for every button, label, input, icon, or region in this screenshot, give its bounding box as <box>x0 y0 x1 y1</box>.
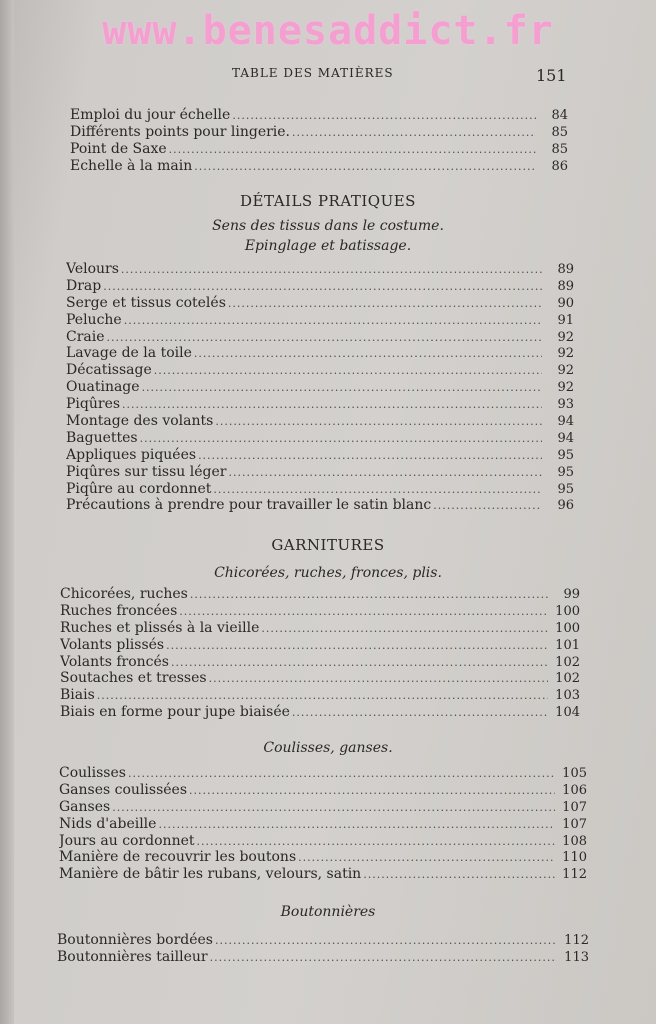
dot-leader <box>195 835 556 848</box>
dot-leader <box>213 415 542 428</box>
dot-leader <box>177 605 548 618</box>
dot-leader <box>187 784 555 797</box>
toc-entry-label: Drap <box>66 277 102 294</box>
toc-entry <box>59 782 587 799</box>
toc-entry-page: 89 <box>557 262 574 277</box>
toc-entry-page: 85 <box>551 124 568 140</box>
toc-entry-label: Nids d'abeille <box>59 815 157 832</box>
dot-leader <box>207 672 548 685</box>
dot-leader <box>290 706 548 719</box>
toc-entry-label: Précautions à prendre pour travailler le satin blanc <box>66 497 432 514</box>
toc-entry-page: 95 <box>557 447 574 463</box>
toc-entry-label: Emploi du jour échelle <box>70 107 231 123</box>
toc-list-garnitures <box>60 586 580 721</box>
dot-leader <box>101 280 542 293</box>
dot-leader <box>122 314 542 327</box>
dot-leader <box>361 868 555 881</box>
toc-entry-label: Boutonnières bordées <box>57 932 213 948</box>
toc-entry-label: Décatissage <box>66 362 152 379</box>
toc-entry <box>60 687 580 704</box>
toc-entry-page: 94 <box>557 430 574 446</box>
toc-entry-label: Echelle à la main <box>70 157 193 174</box>
toc-entry <box>70 141 568 158</box>
toc-list-boutonnieres <box>57 932 589 966</box>
toc-entry-page: 112 <box>562 867 587 883</box>
dot-leader <box>226 297 542 310</box>
toc-entry <box>60 670 580 687</box>
toc-entry <box>66 464 574 481</box>
section-subtitle-sens-des-tissus: Sens des tissus dans le costume. <box>212 218 444 234</box>
toc-entry-label: Manière de recouvrir les boutons <box>59 849 297 866</box>
toc-entry-label: Montage des volants <box>66 413 214 430</box>
toc-entry <box>66 481 574 498</box>
toc-entry-page: 102 <box>555 671 580 687</box>
toc-entry-label: Biais <box>60 687 95 704</box>
toc-entry <box>60 654 580 671</box>
toc-entry-page: 94 <box>557 414 574 430</box>
toc-entry-label: Ouatinage <box>66 379 140 396</box>
toc-entry-label: Boutonnières tailleur <box>57 948 208 965</box>
section-subtitle-chicorees: Chicorées, ruches, fronces, plis. <box>214 565 442 581</box>
toc-entry <box>60 704 580 721</box>
toc-entry <box>59 816 587 833</box>
dot-leader <box>296 851 555 864</box>
toc-entry <box>66 497 574 514</box>
toc-entry-page: 92 <box>557 346 574 362</box>
toc-entry-page: 103 <box>555 688 580 704</box>
section-subtitle-boutonnieres: Boutonnières <box>280 904 376 920</box>
toc-entry <box>59 849 587 866</box>
dot-leader <box>208 951 557 964</box>
toc-entry-label: Volants plissés <box>60 636 165 653</box>
running-head: TABLE DES MATIÈRES <box>232 66 394 80</box>
toc-entry-page: 112 <box>564 933 589 948</box>
toc-entry-label: Volants froncés <box>60 653 169 670</box>
toc-entry-page: 91 <box>557 312 574 328</box>
toc-entry-label: Soutaches et tresses <box>60 670 207 687</box>
toc-entry-page: 86 <box>551 158 568 174</box>
toc-entry-label: Manière de bâtir les rubans, velours, satin <box>59 866 362 883</box>
toc-entry <box>57 932 589 949</box>
toc-entry-label: Appliques piquées <box>66 446 197 463</box>
dot-leader <box>126 767 555 780</box>
page-number: 151 <box>536 66 567 85</box>
dot-leader <box>230 109 536 122</box>
toc-entry-label: Peluche <box>66 311 122 328</box>
toc-entry-label: Jours au cordonnet <box>59 832 195 849</box>
dot-leader <box>259 622 548 635</box>
toc-entry-page: 102 <box>555 654 580 670</box>
toc-entry-page: 99 <box>563 587 580 602</box>
dot-leader <box>156 818 555 831</box>
toc-entry-page: 107 <box>562 816 587 832</box>
dot-leader <box>188 588 548 601</box>
toc-entry-page: 113 <box>564 949 589 965</box>
dot-leader <box>140 381 542 394</box>
toc-entry-page: 84 <box>551 108 568 123</box>
dot-leader <box>119 263 542 276</box>
toc-entry-page: 96 <box>557 498 574 514</box>
toc-entry-page: 105 <box>562 766 587 781</box>
toc-entry-label: Velours <box>66 261 119 277</box>
toc-entry-label: Piqûre au cordonnet <box>66 480 212 497</box>
toc-entry-page: 110 <box>562 850 587 866</box>
toc-entry-page: 90 <box>557 295 574 311</box>
toc-entry-page: 106 <box>562 782 587 798</box>
toc-entry-page: 100 <box>555 620 580 636</box>
toc-entry <box>59 799 587 816</box>
toc-entry-page: 92 <box>557 329 574 345</box>
toc-entry-label: Ganses coulissées <box>59 781 188 798</box>
dot-leader <box>196 449 542 462</box>
dot-leader <box>164 639 548 652</box>
dot-leader <box>105 331 542 344</box>
toc-entry-page: 107 <box>562 799 587 815</box>
toc-entry-label: Ganses <box>59 798 111 815</box>
toc-entry <box>66 430 574 447</box>
toc-entry-label: Point de Saxe <box>70 140 167 157</box>
dot-leader <box>431 499 542 512</box>
toc-entry-page: 92 <box>557 380 574 396</box>
dot-leader <box>167 143 536 156</box>
toc-entry-label: Chicorées, ruches <box>60 586 188 602</box>
toc-entry-label: Ruches froncées <box>60 602 178 619</box>
dot-leader <box>226 466 542 479</box>
toc-entry-label: Coulisses <box>59 765 126 781</box>
toc-entry <box>66 379 574 396</box>
dot-leader <box>192 347 542 360</box>
toc-entry-label: Différents points pour lingerie. <box>70 123 291 140</box>
toc-entry-page: 101 <box>555 637 580 653</box>
toc-entry-label: Piqûres sur tissu léger <box>66 463 227 480</box>
dot-leader <box>110 801 555 814</box>
toc-entry <box>57 949 589 966</box>
dot-leader <box>211 483 542 496</box>
toc-entry <box>66 295 574 312</box>
toc-entry <box>60 586 580 603</box>
toc-list-opening <box>70 107 568 175</box>
section-subtitle-coulisses: Coulisses, ganses. <box>263 740 393 756</box>
toc-entry <box>66 345 574 362</box>
toc-entry-page: 85 <box>551 141 568 157</box>
watermark: www.benesaddict.fr <box>102 8 554 54</box>
toc-entry <box>66 396 574 413</box>
toc-list-coulisses <box>59 765 587 883</box>
dot-leader <box>152 364 542 377</box>
toc-entry <box>66 362 574 379</box>
toc-entry <box>66 413 574 430</box>
toc-entry-page: 104 <box>555 705 580 721</box>
toc-entry <box>60 603 580 620</box>
toc-entry <box>60 620 580 637</box>
toc-entry-page: 100 <box>555 603 580 619</box>
toc-entry-label: Biais en forme pour jupe biaisée <box>60 704 290 721</box>
toc-entry-label: Lavage de la toile <box>66 345 192 362</box>
toc-entry <box>60 637 580 654</box>
toc-entry-label: Craie <box>66 328 105 345</box>
toc-entry <box>70 107 568 124</box>
dot-leader <box>120 398 542 411</box>
dot-leader <box>95 689 548 702</box>
section-subtitle-epinglage: Epinglage et batissage. <box>244 238 412 254</box>
toc-entry <box>66 329 574 346</box>
toc-entry <box>59 833 587 850</box>
toc-entry-label: Baguettes <box>66 429 138 446</box>
toc-entry-page: 89 <box>557 278 574 294</box>
toc-entry-page: 108 <box>562 833 587 849</box>
toc-entry <box>70 124 568 141</box>
dot-leader <box>169 656 548 669</box>
toc-entry <box>66 278 574 295</box>
toc-entry <box>66 447 574 464</box>
toc-entry <box>66 261 574 278</box>
dot-leader <box>192 160 536 173</box>
toc-entry-page: 93 <box>557 397 574 413</box>
section-title-details-pratiques: DÉTAILS PRATIQUES <box>240 192 416 210</box>
toc-entry-page: 92 <box>557 363 574 379</box>
toc-entry <box>66 312 574 329</box>
section-title-garnitures: GARNITURES <box>271 536 385 554</box>
dot-leader <box>138 432 542 445</box>
toc-entry <box>59 765 587 782</box>
toc-entry <box>70 158 568 175</box>
toc-entry <box>59 866 587 883</box>
toc-entry-label: Ruches et plissés à la vieille <box>60 619 260 636</box>
toc-list-details-pratiques <box>66 261 574 514</box>
toc-entry-label: Piqûres <box>66 396 121 413</box>
dot-leader <box>290 126 536 139</box>
dot-leader <box>213 934 557 947</box>
toc-entry-label: Serge et tissus cotelés <box>66 294 226 311</box>
toc-entry-page: 95 <box>557 481 574 497</box>
toc-entry-page: 95 <box>557 464 574 480</box>
